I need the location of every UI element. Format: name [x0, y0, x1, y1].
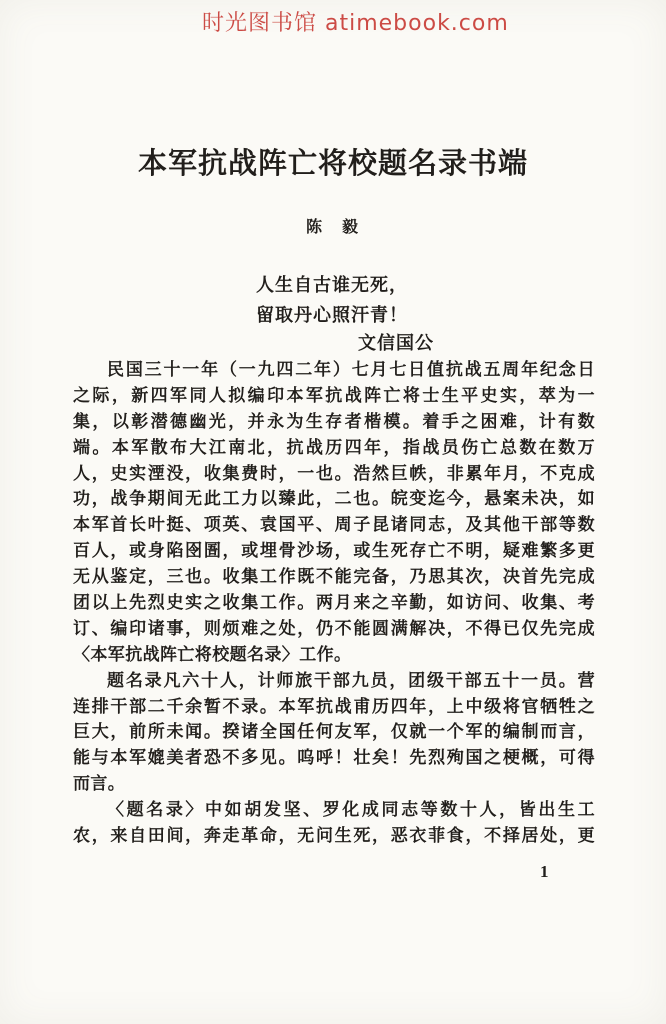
- page-number: 1: [540, 862, 549, 881]
- body-line: 而言。: [73, 774, 126, 794]
- body-line: 〈题名录〉中如胡发坚、罗化成同志等数十人，皆出生工: [107, 800, 595, 820]
- body-line: 农，来自田间，奔走革命，无问生死，恶衣菲食，不择居处，更: [73, 826, 595, 846]
- epigraph-line-1: 人生自古谁无死，: [256, 275, 408, 295]
- body-line: 〈本军抗战阵亡将校题名录〉工作。: [73, 644, 352, 664]
- body-line: 功，战争期间无此工力以臻此，二也。皖变迄今，悬案未决，如: [73, 489, 595, 509]
- epigraph: [256, 270, 434, 356]
- body-line: 题名录凡六十人，计师旅干部九员，团级干部五十一员。营: [107, 670, 595, 690]
- body-line: 百人，或身陷囹圄，或埋骨沙场，或生死存亡不明，疑难繁多更: [73, 541, 595, 561]
- body-line: 连排干部二千余暂不录。本军抗战甫历四年，上中级将官牺牲之: [73, 696, 595, 716]
- body-line: 巨大，前所未闻。揆诸全国任何友军，仅就一个军的编制而言，: [73, 722, 595, 742]
- library-watermark: 时光图书馆 atimebook.com: [202, 11, 509, 36]
- body-line: 民国三十一年（一九四二年）七月七日值抗战五周年纪念日: [107, 360, 595, 379]
- body-line: 订、编印诸事，则烦难之处，仍不能圆满解决，不得已仅先完成: [73, 618, 595, 638]
- body-text: [73, 357, 595, 849]
- body-line: 人，史实湮没，收集费时，一也。浩然巨帙，非累年月，不克成: [73, 463, 595, 483]
- body-line: 之际，新四军同人拟编印本军抗战阵亡将士生平史实，萃为一: [73, 385, 595, 405]
- body-line: 能与本军媲美者恐不多见。呜呼！壮矣！先烈殉国之梗概，可得: [73, 748, 595, 768]
- body-line: 无从鉴定，三也。收集工作既不能完备，乃思其次，决首先完成: [73, 567, 595, 587]
- body-line: 团以上先烈史实之收集工作。两月来之辛勤，如访问、收集、考: [73, 593, 595, 613]
- body-line: 集，以彰潜德幽光，并永为生存者楷模。着手之困难，计有数: [73, 411, 595, 431]
- epigraph-line-2: 留取丹心照汗青！: [256, 305, 408, 325]
- body-line: 本军首长叶挺、项英、袁国平、周子昆诸同志，及其他干部等数: [73, 515, 595, 535]
- body-line: 端。本军散布大江南北，抗战历四年，指战员伤亡总数在数万: [73, 437, 595, 457]
- epigraph-attribution: 文信国公: [358, 333, 434, 353]
- page-title: 本军抗战阵亡将校题名录书端: [137, 148, 528, 180]
- author-name: 陈 毅: [305, 219, 360, 236]
